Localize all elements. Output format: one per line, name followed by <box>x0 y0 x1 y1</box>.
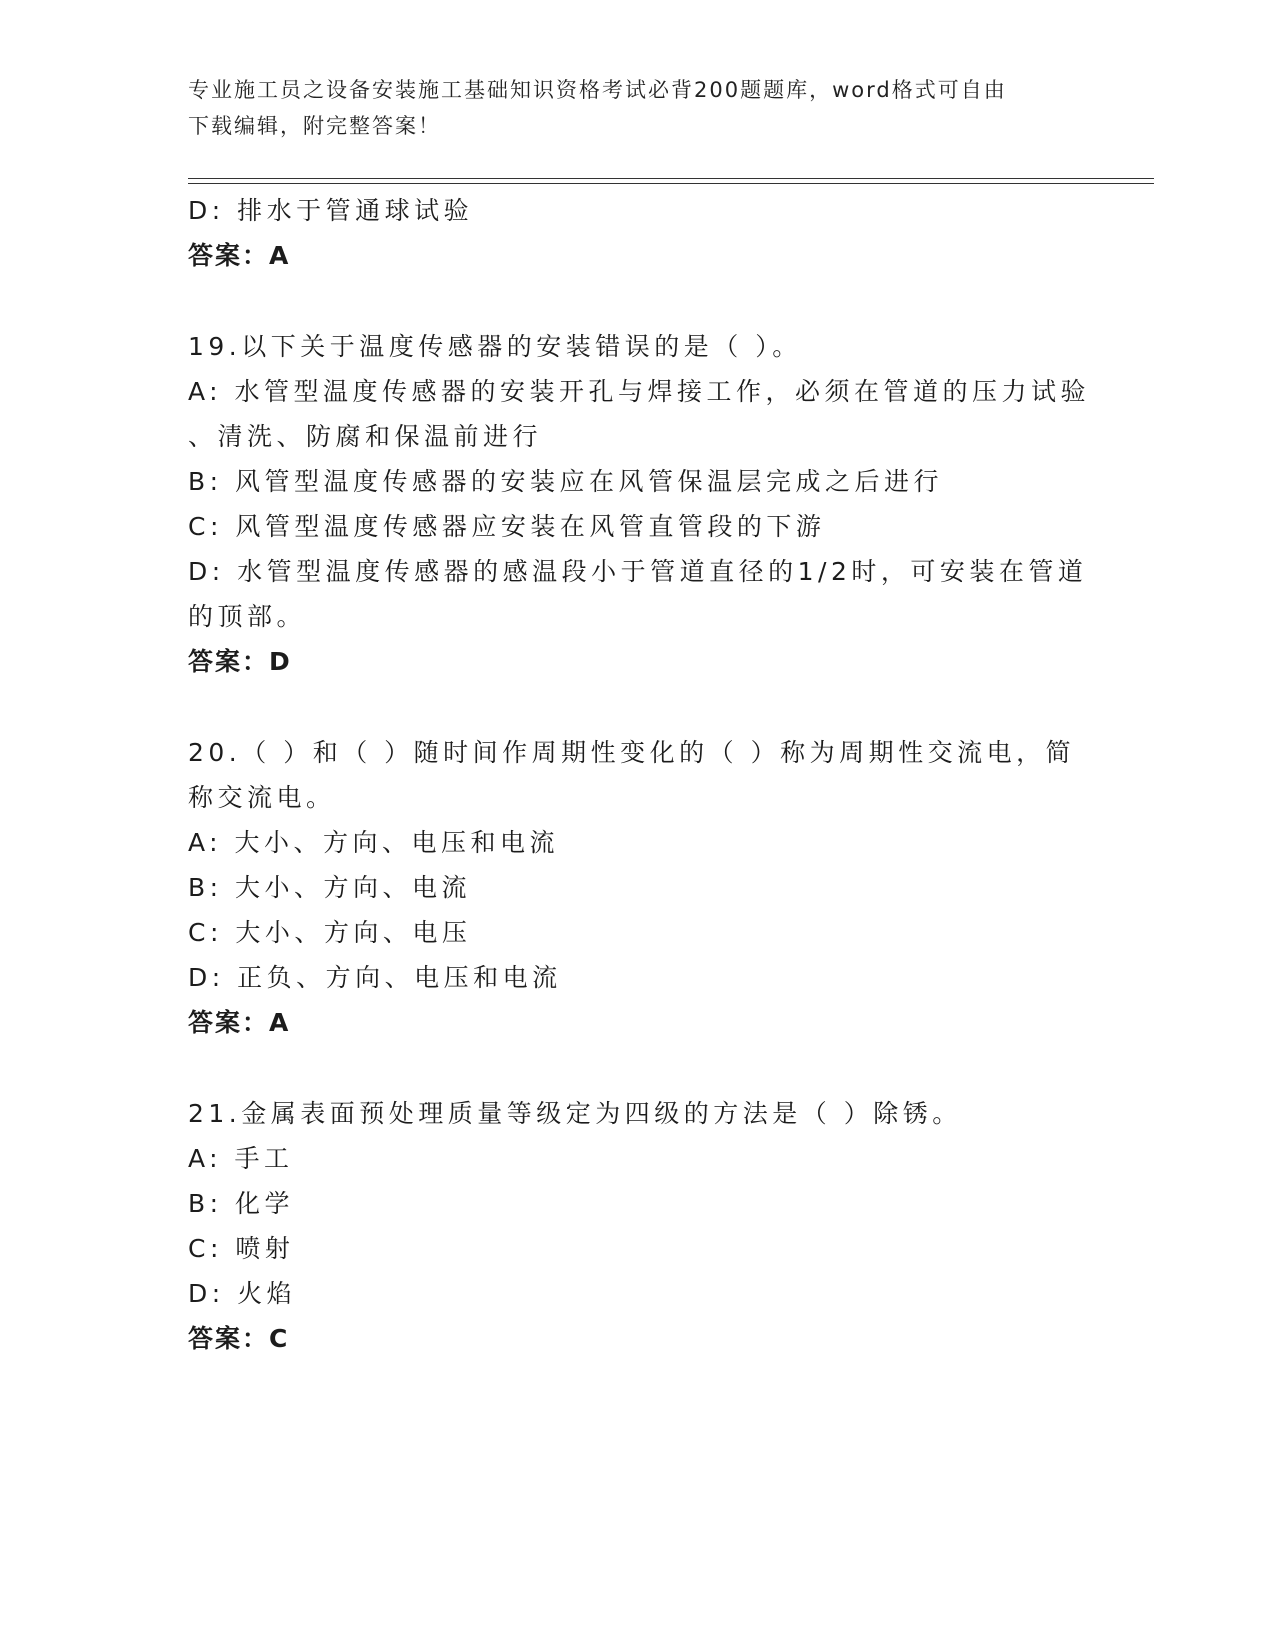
option-d: D: 排水于管通球试验 <box>188 196 474 225</box>
option-a: A: 大小、方向、电压和电流 <box>188 828 560 857</box>
option-d: D: 正负、方向、电压和电流 <box>188 963 562 992</box>
question-stem-line-2: 称交流电。 <box>188 783 336 812</box>
question-list <box>188 188 1091 1361</box>
spacer <box>188 1045 1088 1091</box>
option-d: D: 火焰 <box>188 1279 297 1308</box>
header-title-line-1: 专业施工员之设备安装施工基础知识资格考试必背200题题库，word格式可自由 <box>188 78 1007 102</box>
answer-line: 答案：C <box>188 1324 290 1353</box>
header-title-line-2: 下载编辑，附完整答案！ <box>188 114 441 138</box>
option-c: C: 风管型温度传感器应安装在风管直管段的下游 <box>188 512 826 541</box>
option-d-line-2: 的顶部。 <box>188 602 307 631</box>
option-c: C: 喷射 <box>188 1234 295 1263</box>
question-stem-line-1: 20.（ ）和（ ）随时间作周期性变化的（ ）称为周期性交流电，简 <box>188 738 1076 767</box>
option-a-line-1: A: 水管型温度传感器的安装开孔与焊接工作，必须在管道的压力试验 <box>188 377 1091 406</box>
question-19 <box>188 324 1091 684</box>
option-b: B: 风管型温度传感器的安装应在风管保温层完成之后进行 <box>188 467 944 496</box>
header-divider-bottom <box>188 183 1154 184</box>
answer-line: 答案：A <box>188 241 291 270</box>
option-a: A: 手工 <box>188 1144 294 1173</box>
question-21 <box>188 1091 1088 1361</box>
option-b: B: 大小、方向、电流 <box>188 873 472 902</box>
document-header <box>188 72 1088 144</box>
previous-question-tail <box>188 188 1088 278</box>
option-a-line-2: 、清洗、防腐和保温前进行 <box>188 422 543 451</box>
option-c: C: 大小、方向、电压 <box>188 918 472 947</box>
answer-line: 答案：A <box>188 1008 291 1037</box>
option-d-line-1: D: 水管型温度传感器的感温段小于管道直径的1/2时，可安装在管道 <box>188 557 1088 586</box>
answer-line: 答案：D <box>188 647 292 676</box>
option-b: B: 化学 <box>188 1189 295 1218</box>
question-20 <box>188 730 1088 1045</box>
question-stem: 19.以下关于温度传感器的安装错误的是（ ）。 <box>188 332 802 361</box>
spacer <box>188 684 1088 730</box>
question-stem: 21.金属表面预处理质量等级定为四级的方法是（ ）除锈。 <box>188 1099 962 1128</box>
spacer <box>188 278 1088 324</box>
header-divider-top <box>188 178 1154 179</box>
